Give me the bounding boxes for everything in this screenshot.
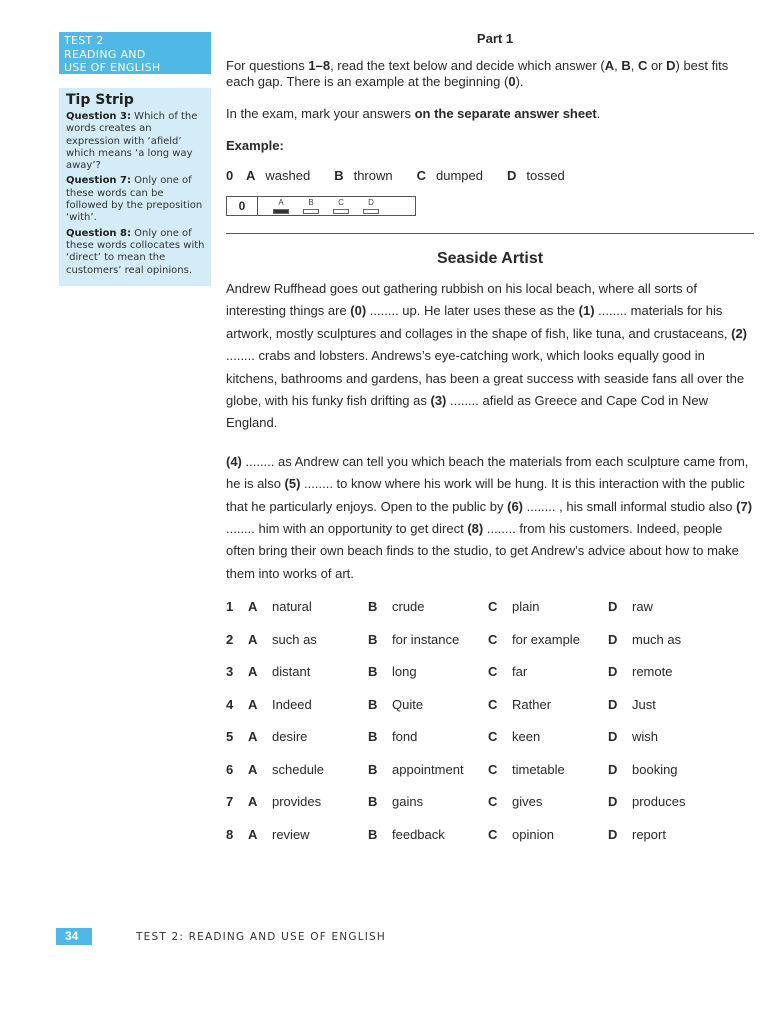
- option-word: Indeed: [272, 696, 312, 712]
- option-letter: A: [248, 826, 258, 842]
- answer-option: [368, 599, 488, 632]
- answer-option: [248, 762, 368, 795]
- option-letter: C: [488, 794, 498, 810]
- question-number: 7: [226, 794, 234, 810]
- answer-option: [608, 599, 708, 632]
- option-word: for example: [512, 631, 580, 647]
- tip-text: Only one of these words collocates with ‘direct’ to mean the customers’ real opinions.: [66, 227, 205, 276]
- article-paragraph: [226, 451, 754, 585]
- option-word: natural: [272, 599, 312, 615]
- answer-option: [248, 664, 368, 697]
- option-letter: B: [368, 664, 378, 680]
- answer-sheet-number: 0: [227, 197, 258, 215]
- option-word: provides: [272, 794, 322, 810]
- sidebar: [59, 32, 211, 286]
- option-letter: D: [608, 794, 618, 810]
- running-title: TEST 2: READING AND USE OF ENGLISH: [136, 930, 387, 943]
- option-letter: B: [368, 761, 378, 777]
- answer-option: [488, 599, 608, 632]
- answer-lozenge: [266, 197, 296, 215]
- answer-option: [488, 729, 608, 762]
- question-row: [226, 729, 754, 762]
- answer-option: [608, 762, 708, 795]
- option-letter: D: [608, 664, 618, 680]
- option-word: remote: [632, 664, 673, 680]
- page-number: 34: [56, 928, 92, 945]
- tip-strip: [59, 88, 211, 286]
- question-row: [226, 827, 754, 860]
- option-letter: D: [608, 761, 618, 777]
- question-row: [226, 697, 754, 730]
- example-number: 0: [226, 168, 234, 183]
- answer-option: [368, 632, 488, 665]
- answer-option: [488, 697, 608, 730]
- answer-option: [368, 697, 488, 730]
- gap-number: (3): [430, 393, 447, 409]
- question-number: 5: [226, 729, 234, 745]
- lozenge-mark: [273, 209, 289, 214]
- option-word: wish: [632, 729, 659, 745]
- option-letter: D: [608, 696, 618, 712]
- option-letter: B: [368, 729, 378, 745]
- question-number: 3: [226, 664, 234, 680]
- option-word: Rather: [512, 696, 552, 712]
- tip-strip-title: Tip Strip: [66, 92, 134, 108]
- paragraph-text: Andrew Ruffhead goes out gathering rubbish on his local beach, where all sorts of interesting things are: [226, 281, 697, 319]
- question-row: [226, 632, 754, 665]
- article-title: Seaside Artist: [436, 250, 544, 267]
- gap-number: (8): [467, 521, 484, 537]
- example-option: B thrown: [334, 168, 393, 183]
- option-word: plain: [512, 599, 540, 615]
- option-word: Quite: [392, 696, 424, 712]
- tip-text: Only one of these words can be followed by the preposition ‘with’.: [66, 175, 203, 224]
- answer-lozenge: [296, 197, 326, 215]
- test-section-label: [59, 32, 211, 74]
- page-footer: [56, 928, 386, 945]
- option-word: feedback: [392, 826, 445, 842]
- lozenge-letter: C: [338, 198, 344, 207]
- tip-item: [66, 111, 205, 172]
- gap-number: (7): [736, 498, 753, 514]
- option-word: keen: [512, 729, 541, 745]
- option-word: raw: [632, 599, 653, 615]
- gap-number: (6): [507, 498, 523, 514]
- tip-text: Which of the words creates an expression with ‘afield’ which means ‘a long way away’?: [66, 111, 198, 172]
- lozenge-mark: [333, 209, 349, 214]
- answer-option: [368, 664, 488, 697]
- answer-option: [368, 794, 488, 827]
- option-letter: A: [248, 696, 258, 712]
- article-paragraph: [226, 278, 754, 435]
- question-row: [226, 599, 754, 632]
- option-word: produces: [632, 794, 686, 810]
- answer-lozenge: [326, 197, 356, 215]
- example-label: Example:: [226, 138, 284, 153]
- paragraph-text: ........ as Andrew can tell you which beach the materials from each sculpture came from, he is also: [226, 453, 749, 492]
- answer-option: [608, 664, 708, 697]
- option-word: Just: [632, 696, 656, 712]
- option-word: desire: [272, 729, 308, 745]
- answer-option: [368, 729, 488, 762]
- option-letter: B: [368, 826, 378, 842]
- option-letter: B: [368, 599, 378, 615]
- divider: [226, 233, 754, 234]
- option-word: report: [632, 826, 666, 842]
- answer-option: [368, 827, 488, 860]
- option-word: opinion: [512, 826, 554, 842]
- test-label-line: TEST 2: [64, 34, 104, 47]
- example-option: A washed: [246, 168, 311, 183]
- option-word: much as: [632, 631, 682, 647]
- answer-option: [248, 599, 368, 632]
- answer-option: [608, 697, 708, 730]
- exam-note: In the exam, mark your answers on the separate answer sheet.: [226, 106, 601, 121]
- question-number: 8: [226, 826, 234, 842]
- option-word: long: [392, 664, 417, 680]
- lozenge-letter: A: [278, 198, 284, 207]
- option-word: distant: [272, 664, 311, 680]
- answer-option: [488, 664, 608, 697]
- example-option: C dumped: [416, 168, 483, 183]
- tip-question-label: Question 7:: [66, 175, 131, 187]
- option-letter: C: [488, 664, 498, 680]
- lozenge-letter: D: [368, 198, 374, 207]
- option-word: schedule: [272, 761, 325, 777]
- paragraph-text: ........ to know where his work will be hung. It is this interaction with the public that he particularly enjoys. Open to the public by: [226, 476, 745, 514]
- question-row: [226, 794, 754, 827]
- instructions: For questions 1–8, read the text below and decide which answer (A, B, C or D) best fits each gap. There is an example at the beginning (0).: [226, 58, 729, 89]
- answer-option: [488, 762, 608, 795]
- option-letter: D: [608, 599, 618, 615]
- option-word: booking: [632, 761, 678, 777]
- answer-option: [248, 827, 368, 860]
- option-letter: C: [488, 599, 498, 615]
- paragraph-text: ........ , his small informal studio also: [523, 498, 737, 514]
- paragraph-text: ........ crabs and lobsters. Andrews’s eye-catching work, which looks equally good in kitchens, bathrooms and gardens, has been a great success with seaside fans all over the globe, with his funky fish drifting as: [226, 348, 745, 409]
- lozenge-mark: [303, 209, 319, 214]
- option-letter: D: [608, 631, 618, 647]
- answer-option: [488, 632, 608, 665]
- option-letter: B: [368, 696, 378, 712]
- lozenge-letter: B: [308, 198, 314, 207]
- option-word: crude: [392, 599, 425, 615]
- question-number: 4: [226, 696, 234, 712]
- question-row: [226, 762, 754, 795]
- paragraph-text: ........ materials for his artwork, mostly sculptures and collages in the shape of fish, like tuna, and crustaceans,: [226, 303, 732, 341]
- answer-option: [608, 827, 708, 860]
- answer-lozenge: [356, 197, 386, 215]
- option-letter: D: [608, 826, 618, 842]
- option-word: far: [512, 664, 528, 680]
- example-question: [226, 168, 754, 184]
- tip-item: [66, 175, 205, 224]
- option-letter: A: [248, 664, 258, 680]
- option-word: fond: [392, 729, 418, 745]
- option-word: appointment: [392, 761, 464, 777]
- answer-option: [488, 794, 608, 827]
- answer-option: [608, 794, 708, 827]
- option-letter: C: [488, 696, 498, 712]
- option-word: timetable: [512, 761, 565, 777]
- option-letter: A: [248, 631, 258, 647]
- option-letter: C: [488, 729, 498, 745]
- option-letter: A: [248, 794, 258, 810]
- tip-question-label: Question 8:: [66, 227, 131, 239]
- option-word: for instance: [392, 631, 460, 647]
- example-option: D tossed: [507, 168, 565, 183]
- answer-lozenges: [258, 197, 386, 215]
- paragraph-text: ........ from his customers. Indeed, people often bring their own beach finds to the studio, to get Andrew’s advice about how to make them into works of art.: [226, 521, 739, 581]
- answer-option: [608, 729, 708, 762]
- answer-option: [248, 794, 368, 827]
- gap-number: (2): [731, 325, 747, 341]
- answer-option: [488, 827, 608, 860]
- gap-number: (1): [578, 303, 595, 319]
- option-letter: A: [248, 761, 258, 777]
- question-number: 6: [226, 761, 234, 777]
- gap-number: (5): [284, 476, 301, 492]
- option-word: review: [272, 826, 310, 842]
- part-title: Part 1: [476, 31, 514, 46]
- option-word: gives: [512, 794, 543, 810]
- option-letter: B: [368, 794, 378, 810]
- answer-option: [248, 729, 368, 762]
- answer-option: [248, 697, 368, 730]
- option-letter: B: [368, 631, 378, 647]
- paragraph-text: ........ him with an opportunity to get direct: [226, 521, 468, 537]
- answer-option: [248, 632, 368, 665]
- option-letter: A: [248, 729, 258, 745]
- test-label-line: READING AND: [64, 47, 146, 61]
- option-letter: D: [608, 729, 618, 745]
- option-letter: C: [488, 761, 498, 777]
- question-row: [226, 664, 754, 697]
- answer-option: [608, 632, 708, 665]
- answer-option: [368, 762, 488, 795]
- paragraph-text: ........ up. He later uses these as the: [366, 303, 579, 319]
- example-answer-sheet: [226, 196, 416, 216]
- answer-options: [226, 599, 754, 859]
- question-number: 1: [226, 599, 234, 615]
- test-label-line: USE OF ENGLISH: [64, 61, 161, 74]
- lozenge-mark: [363, 209, 379, 214]
- gap-number: (0): [350, 303, 367, 319]
- option-word: gains: [392, 794, 424, 810]
- tip-question-label: Question 3:: [66, 111, 131, 122]
- option-letter: C: [488, 826, 498, 842]
- option-letter: C: [488, 631, 498, 647]
- tip-item: [66, 228, 205, 277]
- gap-number: (4): [226, 453, 242, 469]
- question-number: 2: [226, 631, 234, 647]
- paragraph-text: ........ afield as Greece and Cape Cod in New England.: [226, 393, 708, 431]
- option-letter: A: [248, 599, 258, 615]
- option-word: such as: [272, 631, 317, 647]
- main-content: [226, 28, 754, 859]
